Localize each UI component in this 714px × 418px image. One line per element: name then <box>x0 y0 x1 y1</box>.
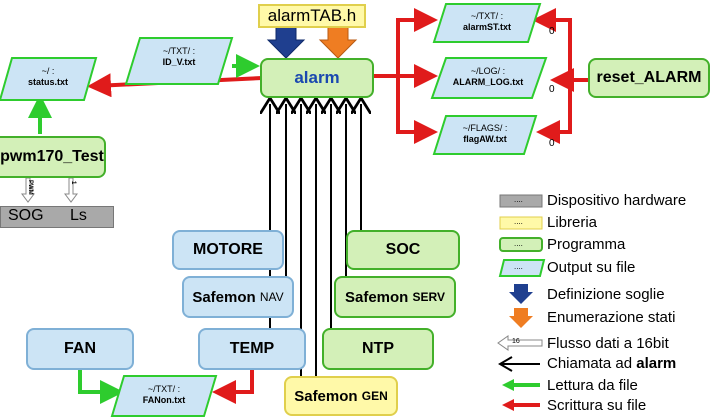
reset-value-alarmst: 0 <box>549 26 555 37</box>
legend-16bit-flow: Flusso dati a 16bit <box>547 335 669 352</box>
file-flagaw <box>440 123 530 145</box>
temp-node <box>198 328 306 370</box>
reset-value-alarmlog: 0 <box>549 84 555 95</box>
pwm170-test-label: pwm170_Test <box>0 148 104 165</box>
file-alarmlog-path: ~/LOG/ : <box>470 66 506 76</box>
file-alarmst-name: alarmST.txt <box>462 22 512 32</box>
legend-dots-file: .... <box>514 262 523 271</box>
reset-value-flagaw: 0 <box>549 138 555 149</box>
ntp-node <box>322 328 434 370</box>
file-status-path: ~/ : <box>41 66 55 76</box>
motore-node <box>172 230 284 270</box>
file-flagaw-name: flagAW.txt <box>463 134 507 144</box>
legend-shapes <box>498 195 544 411</box>
write-arrow-temp <box>220 370 252 392</box>
legend-dots-lib: .... <box>514 217 523 226</box>
legend-sixteen: 16 <box>512 338 520 345</box>
legend-alarm-call-text: Chiamata ad <box>547 355 633 372</box>
library-label: alarmTAB.h <box>267 6 357 25</box>
pwm-tag: PWM <box>27 180 33 195</box>
file-status-name: status.txt <box>27 77 68 87</box>
write-arrow-alarm-files <box>373 20 425 132</box>
legend-dots-prog: .... <box>514 239 523 248</box>
safemon-nav-sub: NAV <box>259 290 284 304</box>
legend-threshold-def: Definizione soglie <box>547 286 665 303</box>
file-idv-name: ID_V.txt <box>162 57 196 67</box>
one-tag: 1 <box>70 181 76 185</box>
file-status <box>6 66 90 88</box>
legend-program: Programma <box>547 236 626 253</box>
fan-label: FAN <box>64 340 96 357</box>
file-alarmlog <box>438 66 538 88</box>
file-fanon-path: ~/TXT/ : <box>147 384 181 394</box>
legend-state-enum: Enumerazione stati <box>547 309 676 326</box>
library-alarmtab <box>258 4 366 28</box>
soc-node <box>346 230 460 270</box>
safemon-serv-sub: SERV <box>412 290 445 304</box>
safemon-nav-node <box>182 276 294 318</box>
soc-label: SOC <box>385 241 421 258</box>
file-alarmst-path: ~/TXT/ : <box>470 11 504 21</box>
legend-file-read: Lettura da file <box>547 377 638 394</box>
legend-file-output: Output su file <box>547 259 636 276</box>
temp-label: TEMP <box>229 340 275 357</box>
ntp-label: NTP <box>362 340 394 357</box>
legend-alarm-call-bold: alarm <box>636 355 677 372</box>
legend-hardware: Dispositivo hardware <box>547 192 687 209</box>
safemon-serv-node <box>334 276 456 318</box>
file-fanon-name: FANon.txt <box>142 395 186 405</box>
safemon-nav-label: Safemon <box>192 288 256 306</box>
legend-alarm-call <box>547 355 676 372</box>
definition-arrow <box>268 26 304 58</box>
legend-library: Libreria <box>547 214 598 231</box>
hardware-sog: SOG <box>8 207 44 224</box>
safemon-gen-label: Safemon <box>294 387 358 405</box>
file-fanon <box>118 384 210 406</box>
hardware-ls: Ls <box>70 207 87 224</box>
reset-alarm-label: reset_ALARM <box>596 69 702 86</box>
pwm170-test-node <box>0 136 106 178</box>
legend-file-write: Scrittura su file <box>547 397 647 414</box>
file-idv-path: ~/TXT/ : <box>162 46 196 56</box>
reset-alarm-node <box>588 58 710 98</box>
file-alarmst <box>440 11 534 33</box>
motore-label: MOTORE <box>193 241 263 258</box>
safemon-serv-label: Safemon <box>345 288 409 306</box>
alarm-node <box>260 58 374 98</box>
read-arrow-fan <box>80 370 116 392</box>
file-flagaw-path: ~/FLAGS/ : <box>462 123 508 133</box>
alarm-label: alarm <box>294 68 340 87</box>
file-alarmlog-name: ALARM_LOG.txt <box>452 77 524 87</box>
file-idv <box>134 46 224 68</box>
fan-node <box>26 328 134 370</box>
safemon-gen-sub: GEN <box>361 389 388 403</box>
legend-dots-hw: .... <box>514 195 523 204</box>
enumeration-arrow <box>320 26 356 58</box>
safemon-gen-node <box>284 376 398 416</box>
